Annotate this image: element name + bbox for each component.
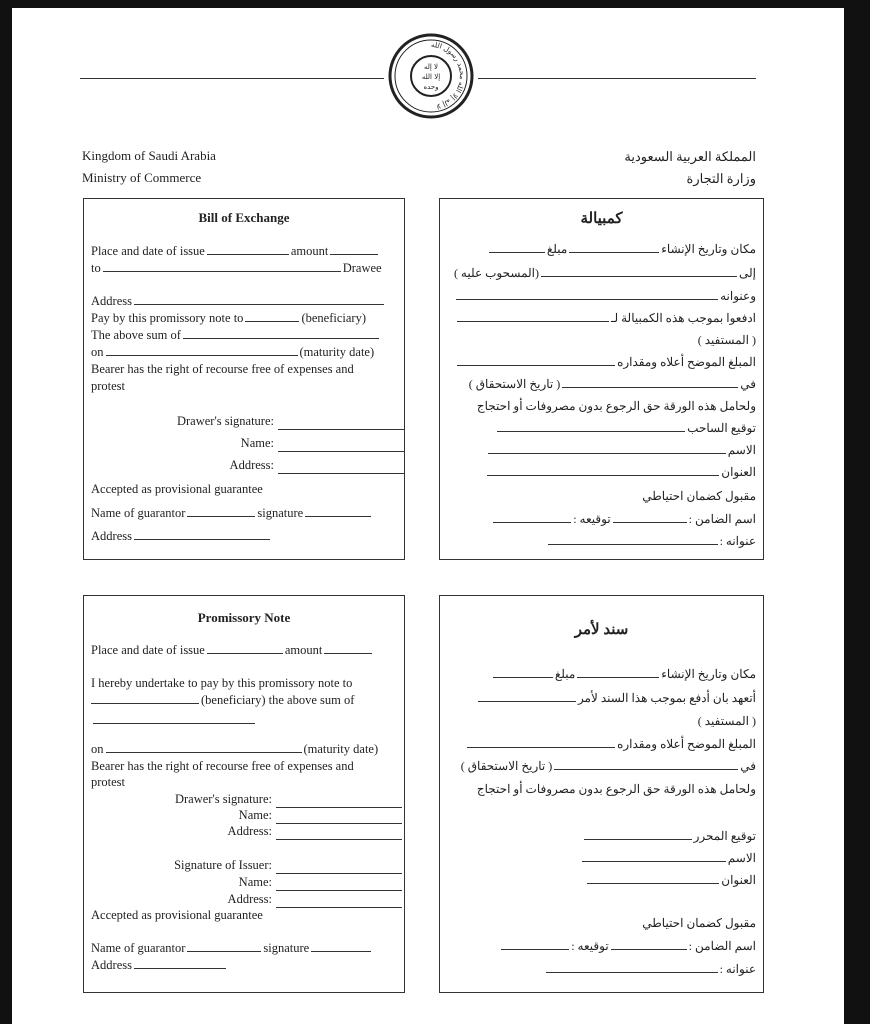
note-ar-sum-label: المبلغ الموضح أعلاه ومقداره (617, 737, 756, 751)
note-en-issuer-field[interactable] (276, 872, 402, 874)
note-en-place-line (91, 643, 374, 658)
note-ar-line7 (582, 829, 756, 844)
bill-en-bearer: Bearer has the right of recourse free of expenses and (91, 362, 354, 376)
note-en-address3-field[interactable] (134, 967, 226, 969)
note-en-address3-line (91, 958, 228, 973)
bill-en-drawee-field[interactable] (103, 270, 341, 272)
note-en-guarantor-line (91, 941, 373, 956)
bill-ar-line11 (485, 465, 756, 480)
note-ar-sum-field[interactable] (467, 746, 615, 748)
note-ar-line10: مقبول كضمان احتياطي (642, 916, 756, 930)
bill-en-accepted: Accepted as provisional guarantee (91, 482, 263, 496)
note-en-beneficiary-field[interactable] (91, 702, 199, 704)
bill-en-guarantor-field[interactable] (187, 515, 255, 517)
bill-ar-drawee-label: (المسحوب عليه ) (453, 266, 539, 280)
note-en-address-field[interactable] (276, 838, 402, 840)
bill-en-beneficiary-label: (beneficiary) (301, 311, 366, 325)
bill-ar-amount-label: مبلغ (546, 242, 568, 256)
note-ar-drawer-field[interactable] (584, 838, 692, 840)
bill-ar-line10 (486, 443, 756, 458)
bill-en-address3-line (91, 529, 272, 544)
note-ar-line8 (580, 851, 756, 866)
note-ar-name-label: الاسم (727, 851, 756, 865)
bill-ar-address2-label: العنوان (721, 465, 756, 479)
bill-en-sum-label: The above sum of (91, 328, 181, 342)
note-en-issuer-label: Signature of Issuer: (174, 858, 272, 872)
bill-ar-to-label: إلى (739, 266, 756, 280)
note-ar-signature-label: توقيعه : (571, 939, 609, 953)
bill-en-guarantor-label: Name of guarantor (91, 506, 186, 520)
bill-en-signature-field[interactable] (305, 515, 371, 517)
bill-ar-line2 (454, 266, 756, 281)
bill-ar-address-label: وعنوانه (720, 289, 756, 303)
note-ar-line11 (499, 939, 756, 954)
note-ar-address-label: العنوان (721, 873, 756, 887)
note-ar-address2-field[interactable] (546, 971, 718, 973)
note-ar-name-field[interactable] (582, 860, 726, 862)
note-en-amount-label: amount (284, 643, 323, 657)
seal-center-bot: وحده (423, 83, 439, 91)
bill-ar-address3-field[interactable] (548, 543, 718, 545)
bill-en-drawer-label: Drawer's signature: (176, 414, 274, 428)
note-ar-maturity-label: ( تاريخ الاستحقاق ) (460, 759, 553, 773)
note-en-accepted: Accepted as provisional guarantee (91, 908, 263, 922)
bill-en-on-line (91, 345, 374, 360)
note-ar-signature-field[interactable] (501, 948, 569, 950)
bill-en-address3-field[interactable] (134, 538, 270, 540)
note-en-name2-label: Name: (238, 875, 272, 889)
note-ar-maturity-field[interactable] (554, 768, 738, 770)
header-ministry-en: Ministry of Commerce (82, 170, 202, 185)
note-en-place-field[interactable] (207, 652, 283, 654)
note-en-undertake: I hereby undertake to pay by this promissory note to (91, 676, 353, 690)
bill-of-exchange-en-box (83, 198, 405, 560)
bill-ar-line12: مقبول كضمان احتياطي (642, 489, 756, 503)
bill-en-amount-label: amount (290, 244, 329, 258)
bill-en-beneficiary-field[interactable] (245, 320, 299, 322)
bill-en-place-label: Place and date of issue (91, 244, 205, 258)
note-en-protest: protest (91, 775, 126, 789)
note-en-name2-field[interactable] (276, 889, 402, 891)
bill-ar-line5: ( المستفيد ) (697, 333, 756, 347)
note-ar-line12 (544, 962, 756, 977)
note-ar-line2 (476, 691, 756, 706)
bill-ar-guarantor-field[interactable] (613, 521, 687, 523)
bill-ar-amount-field[interactable] (489, 251, 545, 253)
note-en-title: Promissory Note (197, 610, 291, 625)
bill-en-drawer-field[interactable] (278, 428, 404, 430)
bill-en-amount-field[interactable] (330, 253, 378, 255)
bill-ar-name-label: الاسم (727, 443, 756, 457)
note-ar-amount-field[interactable] (493, 676, 553, 678)
bill-ar-sum-field[interactable] (457, 364, 615, 366)
header-ministry-ar: وزارة التجارة (686, 171, 756, 186)
bill-ar-maturity-field[interactable] (562, 386, 738, 388)
bill-ar-address3-label: عنوانه : (719, 534, 756, 548)
note-ar-line5 (461, 759, 756, 774)
note-ar-place-field[interactable] (577, 676, 659, 678)
bill-ar-payto-field[interactable] (457, 320, 609, 322)
note-ar-guarantor-field[interactable] (611, 948, 687, 950)
bill-ar-place-label: مكان وتاريخ الإنشاء (661, 242, 756, 256)
bill-en-name-label: Name: (240, 436, 274, 450)
bill-ar-title: كمبيالة (580, 211, 623, 227)
bill-ar-sum-label: المبلغ الموضح أعلاه ومقداره (617, 355, 756, 369)
seal-center-top: لا إله (423, 63, 439, 71)
bill-en-address-label: Address (91, 294, 132, 308)
bill-en-address2-field[interactable] (278, 472, 404, 474)
bill-ar-line8: ولحامل هذه الورقة حق الرجوع بدون مصروفات أو احتجاج (476, 399, 756, 413)
bill-en-address-field[interactable] (134, 303, 384, 305)
bill-ar-address2-field[interactable] (487, 474, 719, 476)
note-ar-line1 (491, 667, 756, 682)
bill-en-to-label: to (91, 261, 101, 275)
note-ar-amount-label: مبلغ (554, 667, 576, 681)
bill-en-name-field[interactable] (278, 450, 404, 452)
bill-en-address3-label: Address (91, 529, 132, 543)
note-en-maturity-field[interactable] (106, 751, 302, 753)
bill-en-protest: protest (91, 379, 126, 393)
note-ar-line3: ( المستفيد ) (697, 714, 756, 728)
bill-ar-signature-field[interactable] (493, 521, 571, 523)
note-en-name-field[interactable] (276, 822, 402, 824)
bill-en-signature-label: signature (257, 506, 304, 520)
note-en-signature-label: signature (263, 941, 310, 955)
note-en-guarantor-label: Name of guarantor (91, 941, 186, 955)
bill-ar-drawee-field[interactable] (541, 275, 737, 277)
bill-en-to-line (91, 261, 382, 276)
note-en-signature-field[interactable] (311, 950, 371, 952)
bill-ar-on-label: في (740, 377, 756, 391)
document-page (12, 8, 844, 1024)
note-ar-drawer-label: توقيع المحرر (693, 829, 756, 843)
bill-en-payto-line (91, 311, 366, 326)
note-ar-guarantor-label: اسم الضامن : (688, 939, 756, 953)
note-en-address3-label: Address (91, 958, 132, 972)
note-en-place-label: Place and date of issue (91, 643, 205, 657)
note-ar-payto-label: أتعهد بان أدفع بموجب هذا السند لأمر (577, 691, 756, 705)
bill-en-on-label: on (91, 345, 104, 359)
bill-en-guarantor-line (91, 506, 373, 521)
bill-ar-line7 (469, 377, 756, 392)
header-rule-right (478, 78, 756, 79)
note-ar-line4 (465, 737, 756, 752)
bill-ar-line13 (491, 512, 756, 527)
bill-en-sum-line (91, 328, 381, 343)
bill-ar-line9 (495, 421, 756, 436)
bill-en-maturity-field[interactable] (106, 354, 298, 356)
bill-en-title: Bill of Exchange (198, 210, 290, 225)
note-ar-line9 (585, 873, 756, 888)
note-en-beneficiary-line (91, 693, 354, 708)
note-en-address2-field[interactable] (276, 906, 402, 908)
note-ar-address-field[interactable] (587, 882, 719, 884)
header-kingdom-en: Kingdom of Saudi Arabia (82, 148, 216, 163)
bill-en-sum-field[interactable] (183, 337, 379, 339)
note-ar-title: سند لأمر (574, 622, 629, 638)
bill-ar-line1 (487, 242, 756, 257)
seal-center-mid: إلا الله (421, 73, 441, 81)
bill-en-address2-label: Address: (229, 458, 274, 472)
note-en-on-label: on (91, 742, 104, 756)
bill-ar-line14 (546, 534, 756, 549)
promissory-note-en-box (83, 595, 405, 993)
note-en-name-label: Name: (238, 808, 272, 822)
note-en-drawer-field[interactable] (276, 806, 402, 808)
bill-en-place-field[interactable] (207, 253, 289, 255)
note-en-amount-field[interactable] (324, 652, 372, 654)
bill-ar-name-field[interactable] (488, 452, 726, 454)
promissory-note-ar-box (439, 595, 764, 993)
bill-ar-line3 (454, 289, 756, 304)
note-ar-on-label: في (740, 759, 756, 773)
note-en-maturity-label: (maturity date) (303, 742, 379, 756)
bill-ar-maturity-label: ( تاريخ الاستحقاق ) (468, 377, 561, 391)
note-en-on-line (91, 742, 378, 757)
note-en-sum-field[interactable] (93, 722, 255, 724)
note-ar-address2-label: عنوانه : (719, 962, 756, 976)
bill-ar-payto-label: ادفعوا بموجب هذه الكمبيالة لـ (610, 311, 756, 325)
seal-ring-text: لا إله إلا الله محمد رسول الله (430, 40, 467, 111)
note-en-address-label: Address: (227, 824, 272, 838)
bill-en-maturity-label: (maturity date) (299, 345, 375, 359)
bill-ar-line4 (455, 311, 756, 326)
bill-ar-line6 (455, 355, 756, 370)
bill-en-drawee-label: Drawee (342, 261, 382, 275)
bill-ar-signature-label: توقيعه : (573, 512, 611, 526)
note-en-guarantor-field[interactable] (187, 950, 261, 952)
emblem-seal (388, 33, 474, 119)
bill-ar-drawer-label: توقيع الساحب (687, 421, 756, 435)
bill-en-payto-label: Pay by this promissory note to (91, 311, 244, 325)
note-en-drawer-label: Drawer's signature: (174, 792, 272, 806)
header-rule-left (80, 78, 384, 79)
bill-ar-drawer-field[interactable] (497, 430, 685, 432)
bill-ar-address-field[interactable] (456, 298, 718, 300)
note-ar-place-label: مكان وتاريخ الإنشاء (661, 667, 756, 681)
header-kingdom-ar: المملكة العربية السعودية (624, 149, 756, 164)
bill-en-place-line (91, 244, 380, 259)
bill-ar-place-field[interactable] (569, 251, 659, 253)
note-ar-line6: ولحامل هذه الورقة حق الرجوع بدون مصروفات أو احتجاج (476, 782, 756, 796)
bill-of-exchange-ar-box (439, 198, 764, 560)
note-en-beneficiary-label: (beneficiary) the above sum of (201, 693, 355, 707)
note-en-address2-label: Address: (227, 892, 272, 906)
note-en-bearer: Bearer has the right of recourse free of expenses and (91, 759, 354, 773)
bill-en-address-line (91, 294, 386, 309)
note-ar-payto-field[interactable] (478, 700, 576, 702)
bill-ar-guarantor-label: اسم الضامن : (688, 512, 756, 526)
